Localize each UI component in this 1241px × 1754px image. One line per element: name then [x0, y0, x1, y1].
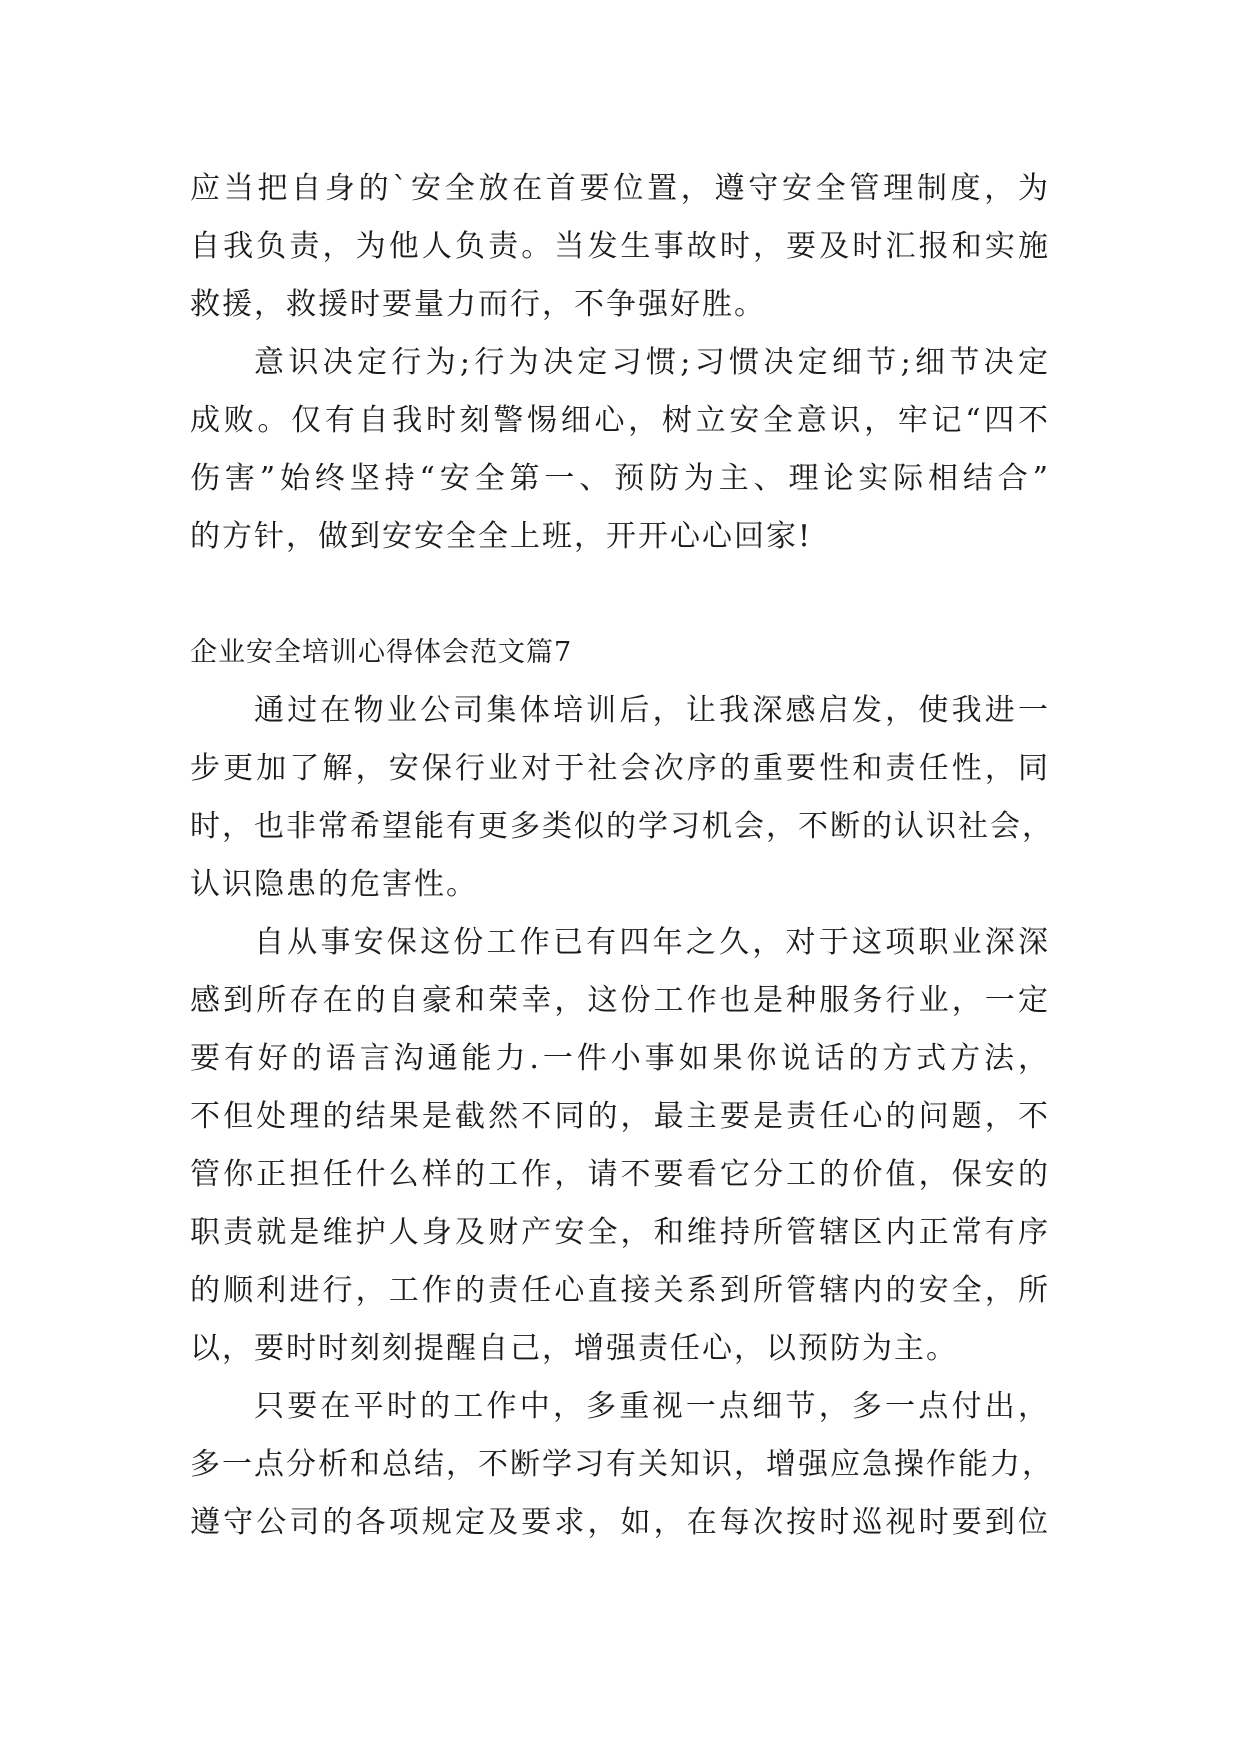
text-line: 意识决定行为;行为决定习惯;习惯决定细节;细节决定	[254, 345, 1050, 380]
text-line: 自我负责，为他人负责。当发生事故时，要及时汇报和实施	[190, 229, 1050, 264]
text-line: 自从事安保这份工作已有四年之久，对于这项职业深深	[254, 925, 1050, 960]
document-page	[190, 160, 1054, 1552]
text-line: 的方针，做到安安全全上班，开开心心回家!	[190, 519, 813, 554]
paragraph-security-work	[190, 914, 1050, 1378]
text-line: 多一点分析和总结，不断学习有关知识，增强应急操作能力，	[190, 1447, 1054, 1482]
text-line: 只要在平时的工作中，多重视一点细节，多一点付出，	[254, 1389, 1050, 1424]
section-title: 企业安全培训心得体会范文篇7	[190, 637, 573, 668]
text-line: 应当把自身的`安全放在首要位置，遵守安全管理制度，为	[190, 171, 1050, 206]
paragraph-training	[190, 682, 1054, 914]
text-line: 通过在物业公司集体培训后，让我深感启发，使我进一	[254, 693, 1050, 728]
paragraph-details	[190, 1378, 1054, 1552]
paragraph-awareness	[190, 334, 1050, 566]
text-line: 的顺利进行，工作的责任心直接关系到所管辖内的安全，所	[190, 1273, 1050, 1308]
text-line: 认识隐患的危害性。	[190, 867, 478, 902]
text-line: 成败。仅有自我时刻警惕细心，树立安全意识，牢记“四不	[190, 403, 1050, 438]
text-line: 管你正担任什么样的工作，请不要看它分工的价值，保安的	[190, 1157, 1050, 1192]
paragraph-safety-priority	[190, 160, 1050, 334]
text-line: 时，也非常希望能有更多类似的学习机会，不断的认识社会，	[190, 809, 1054, 844]
text-line: 伤害”始终坚持“安全第一、预防为主、理论实际相结合”	[190, 461, 1050, 496]
text-line: 步更加了解，安保行业对于社会次序的重要性和责任性，同	[190, 751, 1050, 786]
text-line: 不但处理的结果是截然不同的，最主要是责任心的问题，不	[190, 1099, 1050, 1134]
text-line: 以，要时时刻刻提醒自己，增强责任心，以预防为主。	[190, 1331, 958, 1366]
text-line: 感到所存在的自豪和荣幸，这份工作也是种服务行业，一定	[190, 983, 1050, 1018]
text-line: 职责就是维护人身及财产安全，和维持所管辖区内正常有序	[190, 1215, 1050, 1250]
text-line: 救援，救援时要量力而行，不争强好胜。	[190, 287, 766, 322]
text-line: 要有好的语言沟通能力.一件小事如果你说话的方式方法，	[190, 1041, 1050, 1076]
text-line: 遵守公司的各项规定及要求，如，在每次按时巡视时要到位	[190, 1505, 1050, 1540]
